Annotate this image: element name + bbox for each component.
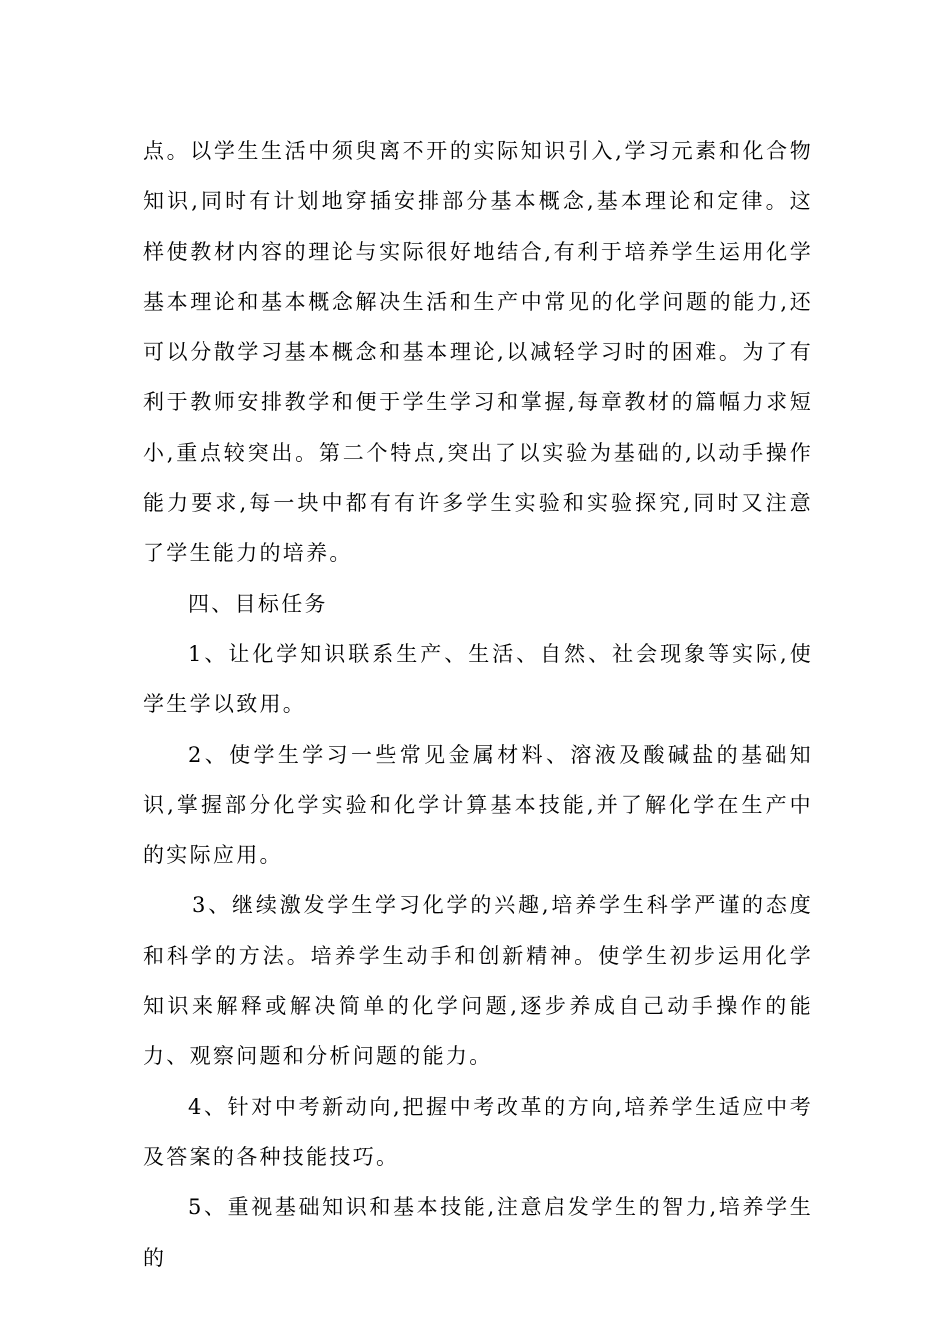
goal-item-1: 1、让化学知识联系生产、生活、自然、社会现象等实际,使学生学以致用。 bbox=[143, 641, 813, 717]
goal-item-2: 2、使学生学习一些常见金属材料、溶液及酸碱盐的基础知识,掌握部分化学实验和化学计算基本技能,并了解化学在生产中的实际应用。 bbox=[143, 742, 813, 868]
document-body bbox=[143, 126, 813, 1283]
paragraph-textbook-features: 点。以学生生活中须臾离不开的实际知识引入,学习元素和化合物知识,同时有计划地穿插安排部分基本概念,基本理论和定律。这样使教材内容的理论与实际很好地结合,有利于培养学生运用化学基本理论和基本概念解决生活和生产中常见的化学问题的能力,还可以分散学习基本概念和基本理论,以减轻学习时的困难。为了有利于教师安排教学和便于学生学习和掌握,每章教材的篇幅力求短小,重点较突出。第二个特点,突出了以实验为基础的,以动手操作能力要求,每一块中都有有许多学生实验和实验探究,同时又注意了学生能力的培养。 bbox=[143, 139, 813, 566]
section-heading-goals: 四、目标任务 bbox=[188, 591, 328, 616]
goal-item-3: 3、继续激发学生学习化学的兴趣,培养学生科学严谨的态度和科学的方法。培养学生动手和创新精神。使学生初步运用化学知识来解释或解决简单的化学问题,逐步养成自己动手操作的能力、观察问题和分析问题的能力。 bbox=[143, 893, 813, 1069]
goal-item-4: 4、针对中考新动向,把握中考改革的方向,培养学生适应中考及答案的各种技能技巧。 bbox=[143, 1094, 813, 1169]
goal-item-5: 5、重视基础知识和基本技能,注意启发学生的智力,培养学生的 bbox=[143, 1195, 813, 1270]
